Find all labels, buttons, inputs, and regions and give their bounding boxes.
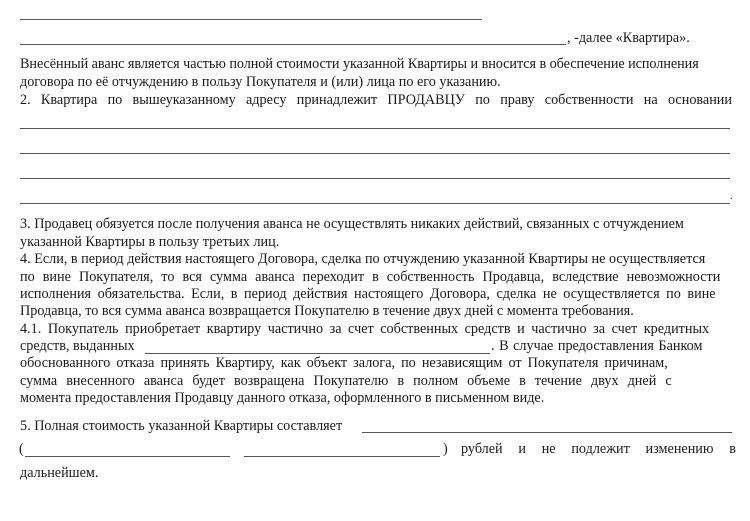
blank-field-ownership-basis-2[interactable]: [20, 153, 730, 154]
paragraph-3-line-1: 3. Продавец обязуется после получения аванса не осуществлять никаких действий, связанных с отчуждением: [20, 216, 684, 232]
paragraph-4-1-line-2-prefix: средств, выданных: [20, 338, 135, 354]
paragraph-4-line-1: 4. Если, в период действия настоящего Договора, сделка по отчуждению указанной Квартиры не осуществляется: [20, 251, 706, 267]
paragraph-2-text: 2. Квартира по вышеуказанному адресу принадлежит ПРОДАВЦУ по праву собственности на основании: [20, 92, 732, 108]
blank-field-address-1[interactable]: [20, 19, 482, 20]
paragraph-4-1-line-1: 4.1. Покупатель приобретает квартиру частично за счет собственных средств и частично за счет кредитных: [20, 321, 710, 337]
blank-field-ownership-basis-4[interactable]: [20, 203, 730, 204]
blank-field-ownership-basis-1[interactable]: [20, 128, 730, 129]
paragraph-2-line-1: [20, 92, 732, 109]
paragraph-4-line-3: исполнения обязательства. Если, в период действия настоящего Договора, сделка не осуществляется по вине: [20, 286, 716, 302]
paragraph-4-1-line-3: обоснованного отказа принять Квартиру, как объект залога, по независящим от Покупателя причинам,: [20, 355, 668, 371]
paragraph-4-line-2: по вине Покупателя, то вся сумма аванса переходит в собственность Продавца, вследствие невозможности: [20, 269, 721, 285]
blank-field-total-price-digits[interactable]: [362, 432, 732, 433]
paragraph-4-1-line-4: сумма внесенного аванса будет возвращена Покупателю в полном объеме в течение двух дней с: [20, 373, 672, 389]
paragraph-4-1-line-5: момента предоставления Продавцу данного отказа, оформленного в письменном виде.: [20, 390, 545, 406]
blank-field-total-price-words-2[interactable]: [244, 456, 440, 457]
blank-field-total-price-words-1[interactable]: [25, 456, 230, 457]
word: и: [518, 441, 526, 457]
paragraph-5-line-2-words: [461, 441, 736, 458]
word: не: [541, 441, 556, 457]
paragraph-4-1-line-2-suffix: . В случае предоставления Банком: [491, 338, 703, 354]
word: рублей: [461, 441, 503, 457]
paragraph-4-line-4: Продавца, то вся сумма аванса возвращается Покупателю в течение двух дней с момента требования.: [20, 303, 634, 319]
open-paren: (: [19, 441, 24, 457]
paragraph-5-line-3: дальнейшем.: [20, 465, 99, 481]
paragraph-3-line-2: указанной Квартиры в пользу третьих лиц.: [20, 234, 280, 250]
apartment-definition-text: , -далее «Квартира».: [567, 30, 690, 46]
word: изменению: [645, 441, 714, 457]
paragraph-advance-line-2: договора по её отчуждению в пользу Покупателя и (или) лица по его указанию.: [20, 74, 501, 90]
paragraph-advance-line-1: Внесённый аванс является частью полной стоимости указанной Квартиры и вносится в обеспечение исполнения: [20, 56, 699, 72]
blank-field-address-2[interactable]: [20, 44, 566, 45]
paragraph-5-line-1: 5. Полная стоимость указанной Квартиры составляет: [20, 418, 343, 434]
blank-field-ownership-basis-3[interactable]: [20, 178, 730, 179]
ownership-basis-end-mark: .: [730, 191, 733, 202]
word: в: [729, 441, 736, 457]
blank-field-lender-bank[interactable]: [145, 353, 490, 354]
close-paren: ): [443, 441, 448, 457]
word: подлежит: [571, 441, 630, 457]
